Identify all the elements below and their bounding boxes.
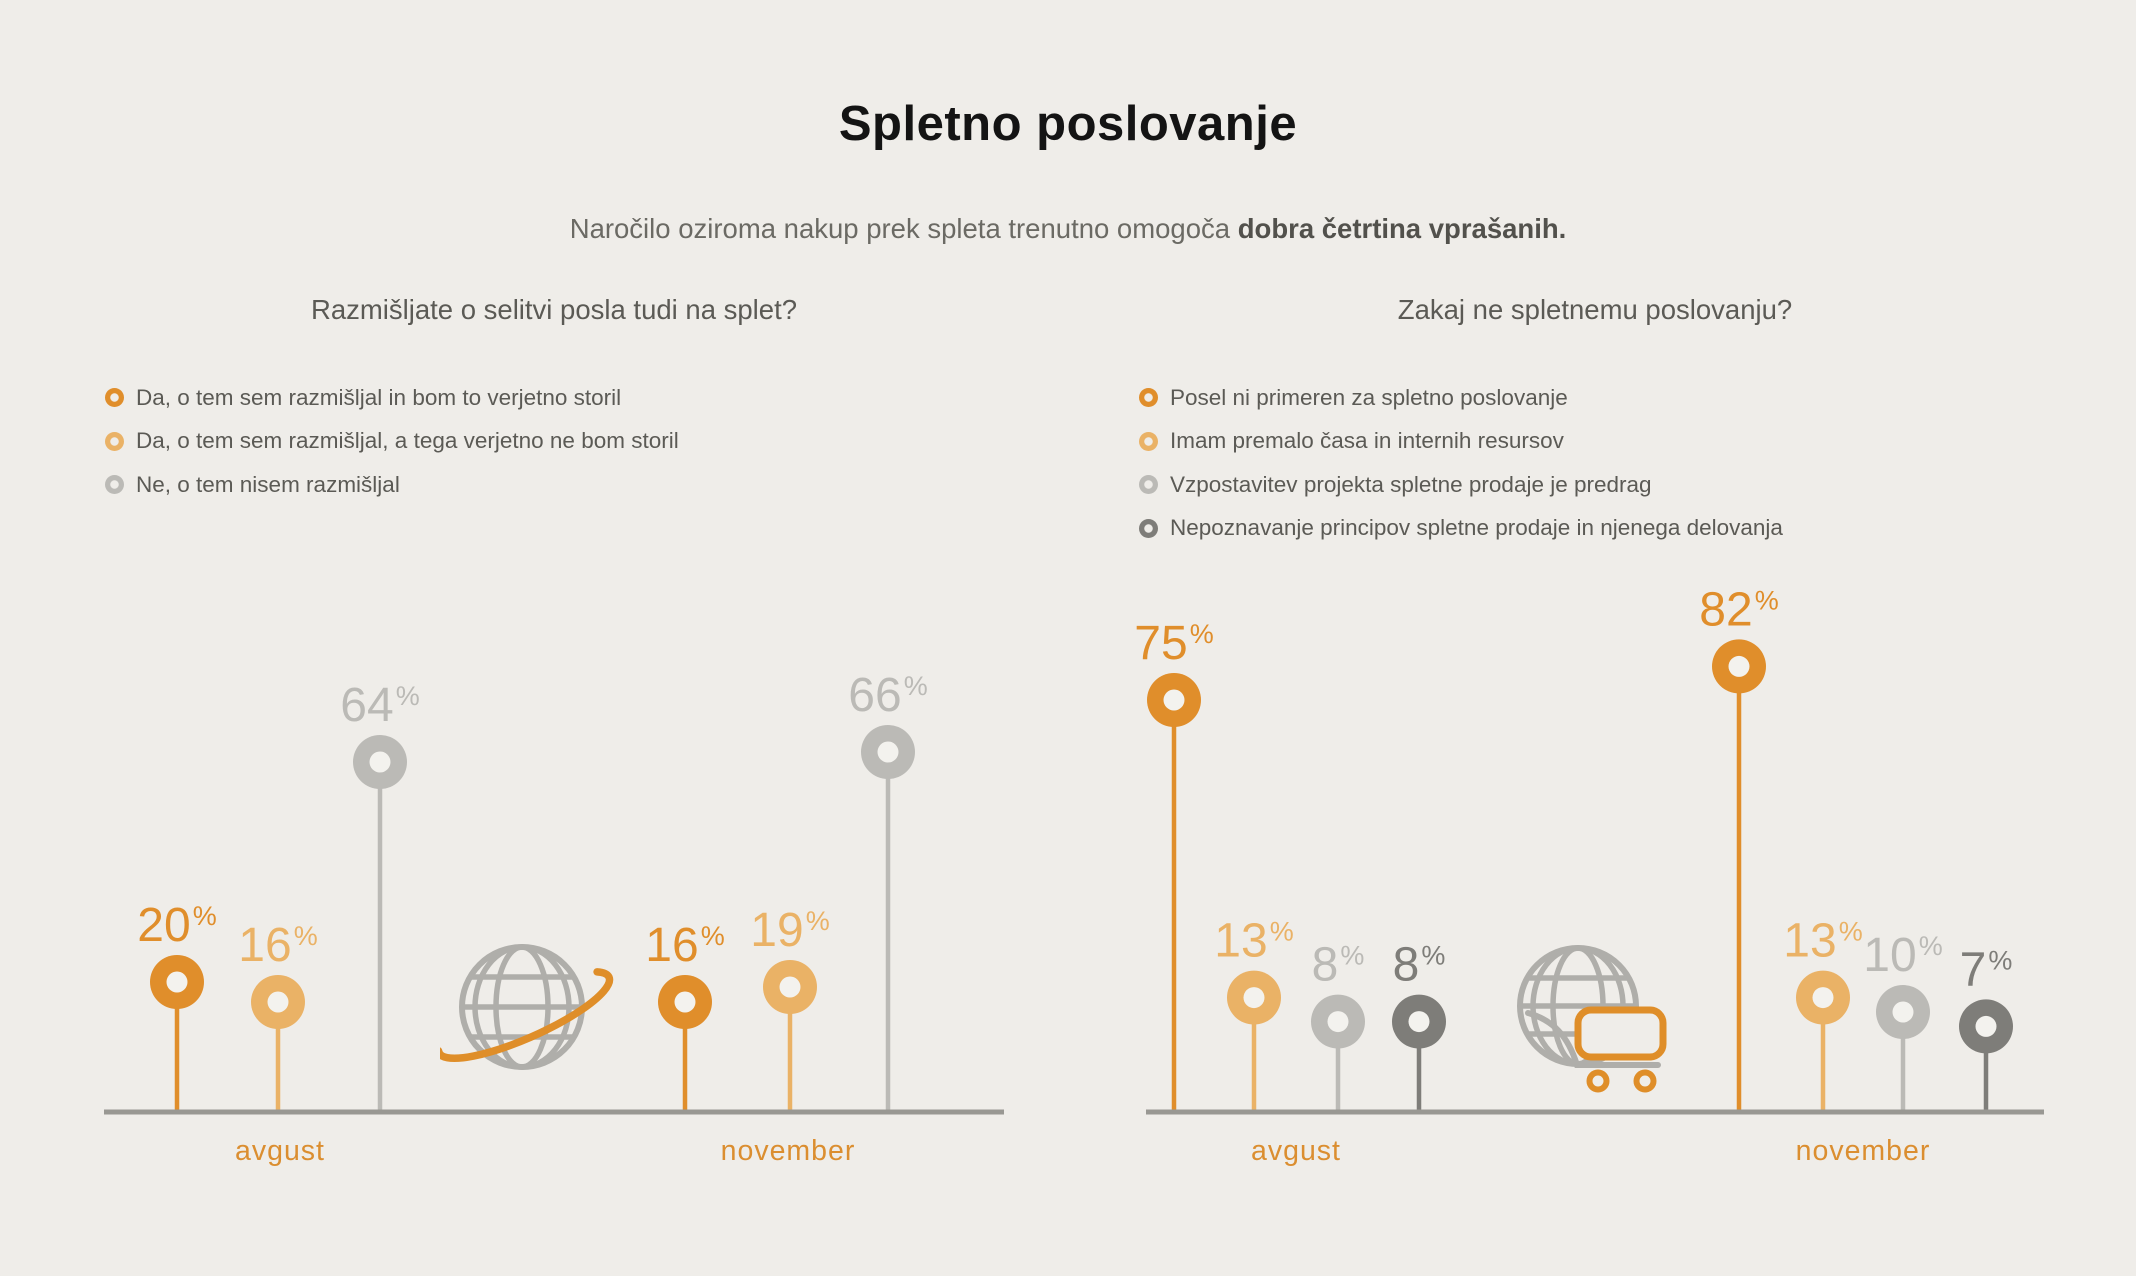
subtitle-regular: Naročilo oziroma nakup prek spleta trenutno omogoča (569, 213, 1238, 244)
lollipop-marker-hole (675, 992, 696, 1013)
lollipop-marker-hole (268, 992, 289, 1013)
lollipop-marker-hole (1409, 1011, 1430, 1032)
page-title: Spletno poslovanje (838, 97, 1298, 151)
legend-item-label: Nepoznavanje principov spletne prodaje in njenega delovanja (1170, 515, 1783, 541)
value-label: 7% (1959, 943, 2013, 997)
value-label: 82% (1699, 583, 1779, 637)
value-label: 19% (750, 904, 830, 957)
left-chart-question: Razmišljate o selitvi posla tudi na splet? (310, 294, 798, 325)
axis-label-avgust: avgust (1251, 1135, 1341, 1167)
lollipop-marker-hole (878, 742, 899, 763)
value-label: 8% (1311, 938, 1365, 992)
value-label: 13% (1214, 914, 1294, 968)
axis-label-november: november (1795, 1135, 1931, 1167)
legend-item-label: Imam premalo časa in internih resursov (1170, 428, 1564, 454)
legend-item-label: Vzpostavitev projekta spletne prodaje je predrag (1170, 471, 1652, 497)
legend-item-label: Ne, o tem nisem razmišljal (136, 471, 400, 497)
value-label: 20% (137, 899, 217, 952)
globe-cart-icon (1498, 928, 1693, 1103)
lollipop-marker-hole (1328, 1011, 1349, 1032)
right-chart-question: Zakaj ne spletnemu poslovanju? (1397, 294, 1793, 325)
lollipop-marker-hole (167, 972, 188, 993)
value-label: 75% (1134, 617, 1214, 670)
lollipop-marker-hole (780, 977, 801, 998)
lollipop-marker-hole (1164, 690, 1185, 711)
legend-item-label: Da, o tem sem razmišljal in bom to verjetno storil (136, 384, 622, 410)
axis-label-avgust: avgust (235, 1135, 325, 1167)
subtitle-bold: dobra četrtina vprašanih. (1237, 213, 1567, 244)
lollipop-marker-hole (370, 752, 391, 773)
legend-item-label: Posel ni primeren za spletno poslovanje (1170, 384, 1568, 410)
value-label: 64% (340, 679, 420, 732)
value-label: 10% (1863, 929, 1943, 982)
value-label: 13% (1783, 914, 1863, 968)
lollipop-marker-hole (1893, 1002, 1914, 1023)
value-label: 66% (848, 669, 928, 722)
globe-orbit-icon (440, 923, 620, 1093)
axis-label-november: november (720, 1135, 856, 1167)
lollipop-marker-hole (1729, 656, 1750, 677)
legend-item-label: Da, o tem sem razmišljal, a tega verjetno ne bom storil (136, 428, 679, 454)
lollipop-marker-hole (1976, 1016, 1997, 1037)
value-label: 16% (645, 919, 725, 972)
value-label: 16% (238, 919, 318, 972)
value-label: 8% (1392, 938, 1446, 992)
lollipop-marker-hole (1244, 987, 1265, 1008)
lollipop-marker-hole (1813, 987, 1834, 1008)
